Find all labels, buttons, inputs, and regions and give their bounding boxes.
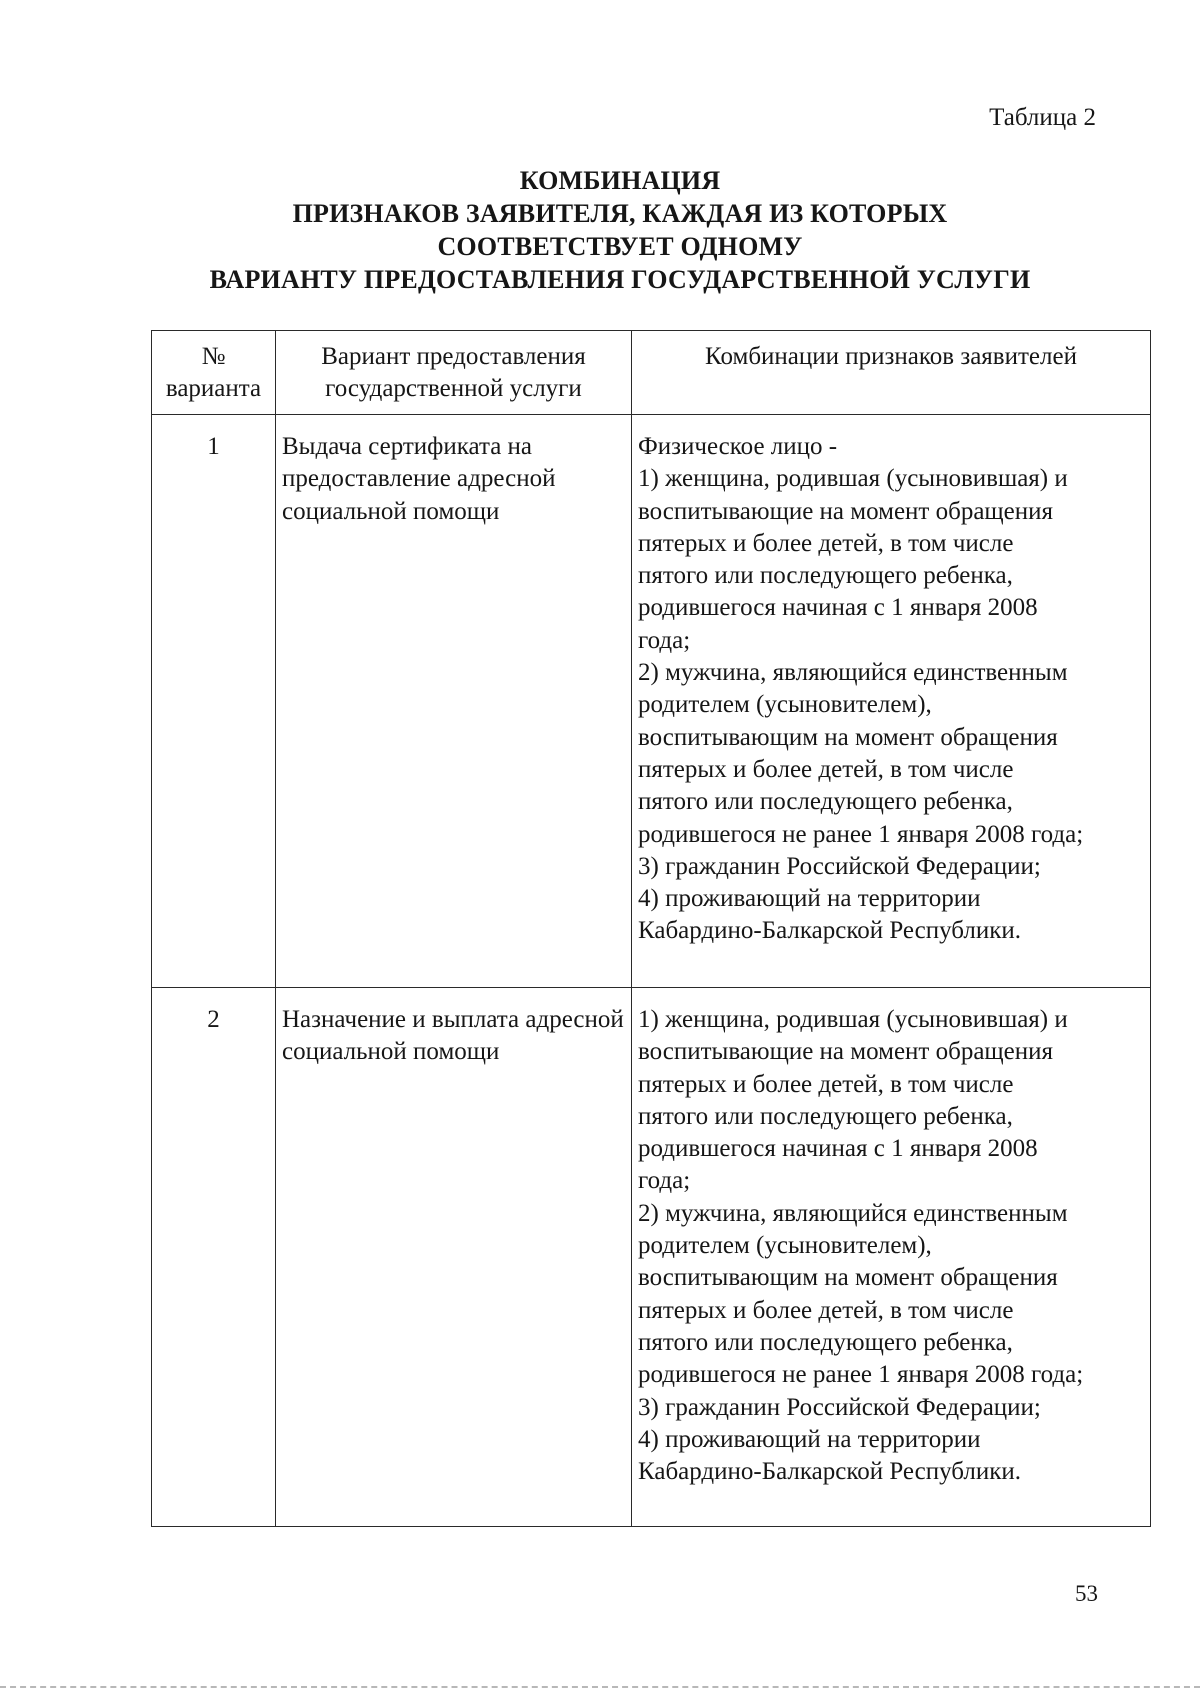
criteria-line: родившегося начиная с 1 января 2008 (638, 1135, 1038, 1163)
criteria-line: родившегося начиная с 1 января 2008 (638, 594, 1038, 622)
criteria-line: пятого или последующего ребенка, (638, 1328, 1013, 1356)
variant-name-cell: Назначение и выплата адресной социальной помощи (276, 988, 632, 1527)
criteria-line: родившегося не ранее 1 января 2008 года; (638, 1361, 1084, 1389)
header-variant (276, 331, 632, 415)
table-caption: Таблица 2 (989, 104, 1096, 131)
criteria-line: Физическое лицо - (638, 433, 838, 460)
criteria-line: пятерых и более детей, в том числе (638, 755, 1014, 783)
criteria-line: 1) женщина, родившая (усыновившая) и (638, 465, 1068, 493)
criteria-cell (632, 415, 1151, 988)
scan-edge-divider (0, 1686, 1200, 1688)
criteria-line: родившегося не ранее 1 января 2008 года; (638, 820, 1084, 848)
criteria-line: пятого или последующего ребенка, (638, 562, 1013, 590)
criteria-line: года; (638, 1167, 691, 1195)
criteria-line: 1) женщина, родившая (усыновившая) и (638, 1006, 1068, 1033)
criteria-line: 4) проживающий на территории (638, 885, 981, 913)
criteria-line: года; (638, 626, 691, 654)
header-combinations-line: Комбинации признаков заявителей (705, 343, 1077, 370)
criteria-line: пятого или последующего ребенка, (638, 788, 1013, 816)
criteria-line: пятерых и более детей, в том числе (638, 1070, 1014, 1098)
criteria-line: родителем (усыновителем), (638, 1232, 932, 1260)
criteria-line: 2) мужчина, являющийся единственным (638, 1199, 1068, 1227)
criteria-line: 4) проживающий на территории (638, 1425, 981, 1453)
header-variant-line: государственной услуги (325, 375, 582, 403)
criteria-line: Кабардино-Балкарской Республики. (638, 1458, 1022, 1486)
criteria-line: 2) мужчина, являющийся единственным (638, 659, 1068, 687)
header-variant-line: Вариант предоставления (321, 343, 586, 370)
header-combinations (632, 331, 1151, 415)
title-line: СООТВЕТСТВУЕТ ОДНОМУ (437, 232, 803, 261)
criteria-line: пятерых и более детей, в том числе (638, 1296, 1014, 1324)
variant-name-cell: Выдача сертификата на предоставление адресной социальной помощи (276, 415, 632, 988)
criteria-line: родителем (усыновителем), (638, 691, 932, 719)
header-number-line: № (201, 343, 226, 370)
criteria-line: 3) гражданин Российской Федерации; (638, 852, 1041, 880)
criteria-line: Кабардино-Балкарской Республики. (638, 917, 1022, 945)
title-line: ПРИЗНАКОВ ЗАЯВИТЕЛЯ, КАЖДАЯ ИЗ КОТОРЫХ (292, 199, 948, 228)
table-header-row (152, 331, 1151, 415)
criteria-line: пятого или последующего ребенка, (638, 1102, 1013, 1130)
table-row (152, 988, 1151, 1527)
criteria-line: воспитывающим на момент обращения (638, 723, 1058, 751)
header-number (152, 331, 276, 415)
criteria-line: воспитывающие на момент обращения (638, 1038, 1054, 1066)
criteria-cell (632, 988, 1151, 1527)
header-number-line: варианта (165, 375, 262, 403)
page-number: 53 (1075, 1581, 1098, 1606)
variants-table (151, 330, 1151, 1527)
criteria-line: 3) гражданин Российской Федерации; (638, 1393, 1041, 1421)
table-row (152, 415, 1151, 988)
criteria-line: воспитывающим на момент обращения (638, 1264, 1058, 1292)
title-line: КОМБИНАЦИЯ (519, 166, 721, 195)
variant-number-cell: 2 (152, 988, 276, 1527)
criteria-line: воспитывающие на момент обращения (638, 497, 1054, 525)
variant-number-cell: 1 (152, 415, 276, 988)
criteria-line: пятерых и более детей, в том числе (638, 529, 1014, 557)
title-line: ВАРИАНТУ ПРЕДОСТАВЛЕНИЯ ГОСУДАРСТВЕННОЙ УСЛУГИ (209, 265, 1031, 294)
document-title (140, 164, 1100, 296)
